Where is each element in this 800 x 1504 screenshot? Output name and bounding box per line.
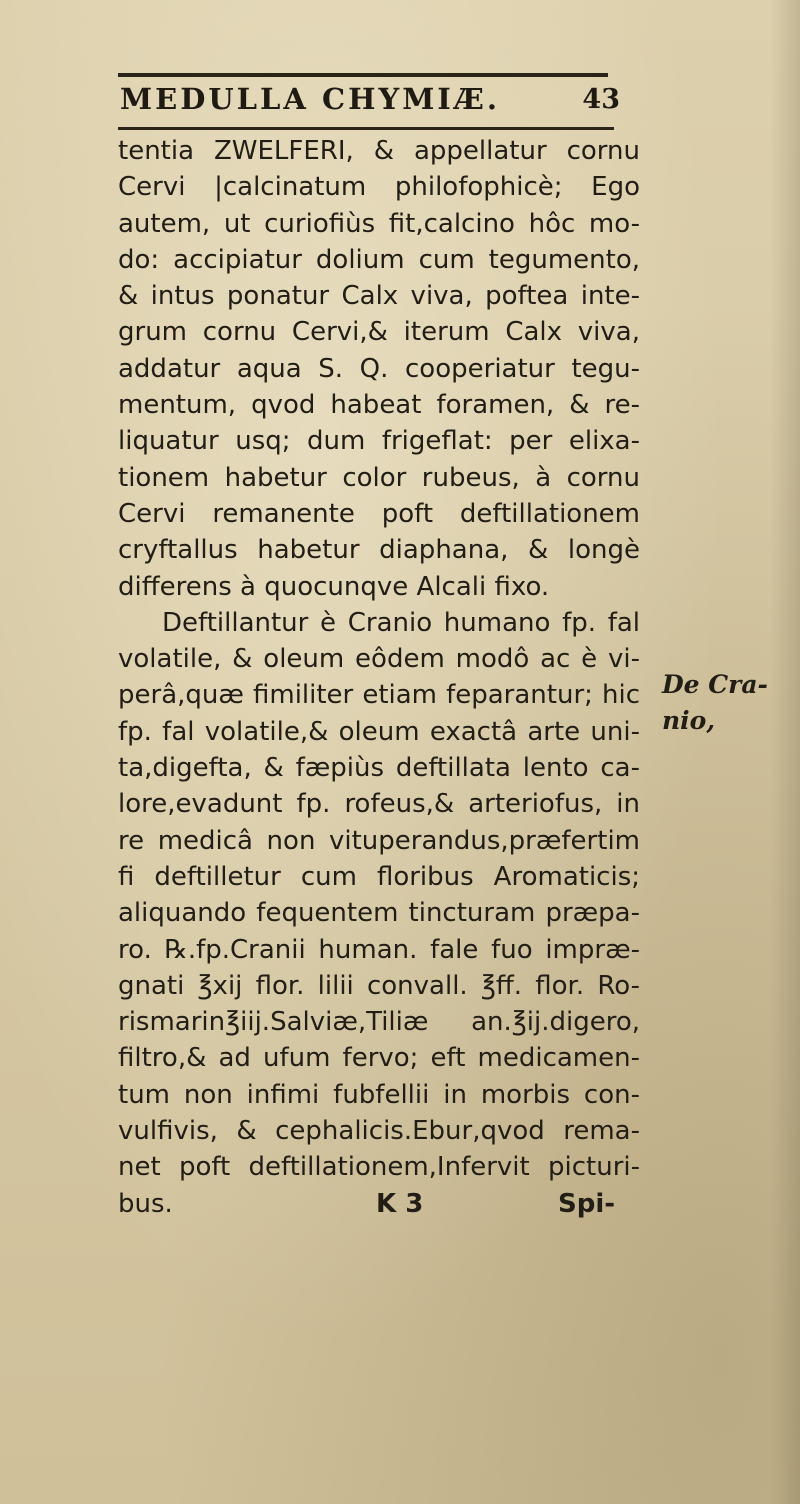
text-line: tum non infimi fubfellii in morbis con-: [118, 1079, 640, 1110]
text-line: ro. ℞.fp.Cranii human. fale fuo impræ-: [118, 934, 640, 965]
running-title: MEDULLA CHYMIÆ.: [120, 82, 500, 116]
text-line: liquatur usq; dum frigeflat: per elixa-: [118, 426, 640, 457]
marginal-note: [662, 667, 768, 739]
text-line: addatur aqua S. Q. cooperiatur tegu-: [118, 353, 640, 384]
text-line: re medicâ non vituperandus,præfertim: [118, 825, 640, 856]
text-line: volatile, & oleum eôdem modô ac è vi-: [118, 644, 640, 675]
text-line: do: accipiatur dolium cum tegumento,: [118, 244, 640, 275]
text-line: tionem habetur color rubeus, à cornu: [118, 462, 640, 493]
text-line: Cervi |calcinatum philofophicè; Ego: [118, 172, 640, 203]
text-line: Cervi remanente poft deftillationem: [118, 498, 640, 529]
text-line: cryftallus habetur diaphana, & longè: [118, 535, 640, 566]
text-line: perâ,quæ fimiliter etiam feparantur; hic: [118, 680, 640, 711]
text-line: aliquando fequentem tincturam præpa-: [118, 898, 640, 929]
header-rule-top: [118, 73, 608, 77]
final-word: bus.: [118, 1188, 173, 1219]
text-line: net poft deftillationem,Infervit picturi-: [118, 1152, 640, 1183]
text-line: lore,evadunt fp. rofeus,& arteriofus, in: [118, 789, 640, 820]
text-line: filtro,& ad ufum fervo; eft medicamen-: [118, 1043, 640, 1074]
text-line: differens à quocunqve Alcali fixo.: [118, 571, 550, 602]
page-number: 43: [582, 84, 620, 115]
marginal-note-line: De Cra-: [662, 670, 768, 699]
text-line: autem, ut curiofiùs fit,calcino hôc mo-: [118, 208, 640, 239]
text-line: grum cornu Cervi,& iterum Calx viva,: [118, 317, 640, 348]
body-text: [118, 133, 640, 1222]
text-line: tentia ZWELFERI, & appellatur cornu: [118, 136, 640, 166]
text-line: & intus ponatur Calx viva, poftea inte-: [118, 281, 640, 312]
marginal-note-line: nio,: [662, 706, 716, 735]
text-line: gnati ℥xij flor. lilii convall. ℥ff. flor. Ro-: [118, 970, 640, 1001]
text-line: mentum, qvod habeat foramen, & re-: [118, 390, 640, 421]
page-edge-shadow: [770, 0, 800, 1504]
text-line: fp. fal volatile,& oleum exactâ arte uni-: [118, 716, 640, 747]
text-line: Deftillantur è Cranio humano fp. fal: [162, 607, 640, 638]
final-line: [118, 1186, 640, 1222]
signature-mark: K 3: [376, 1188, 424, 1219]
text-line: vulfivis, & cephalicis.Ebur,qvod rema-: [118, 1116, 640, 1147]
text-line: fi deftilletur cum floribus Aromaticis;: [118, 861, 640, 892]
text-line: rismarin℥iij.Salviæ,Tiliæ an.℥ij.digero,: [118, 1007, 640, 1038]
header-rule-bottom: [118, 127, 614, 130]
catchword: Spi-: [558, 1188, 616, 1219]
page-header: [120, 82, 620, 122]
text-line: ta,digefta, & fæpiùs deftillata lento ca-: [118, 753, 640, 784]
